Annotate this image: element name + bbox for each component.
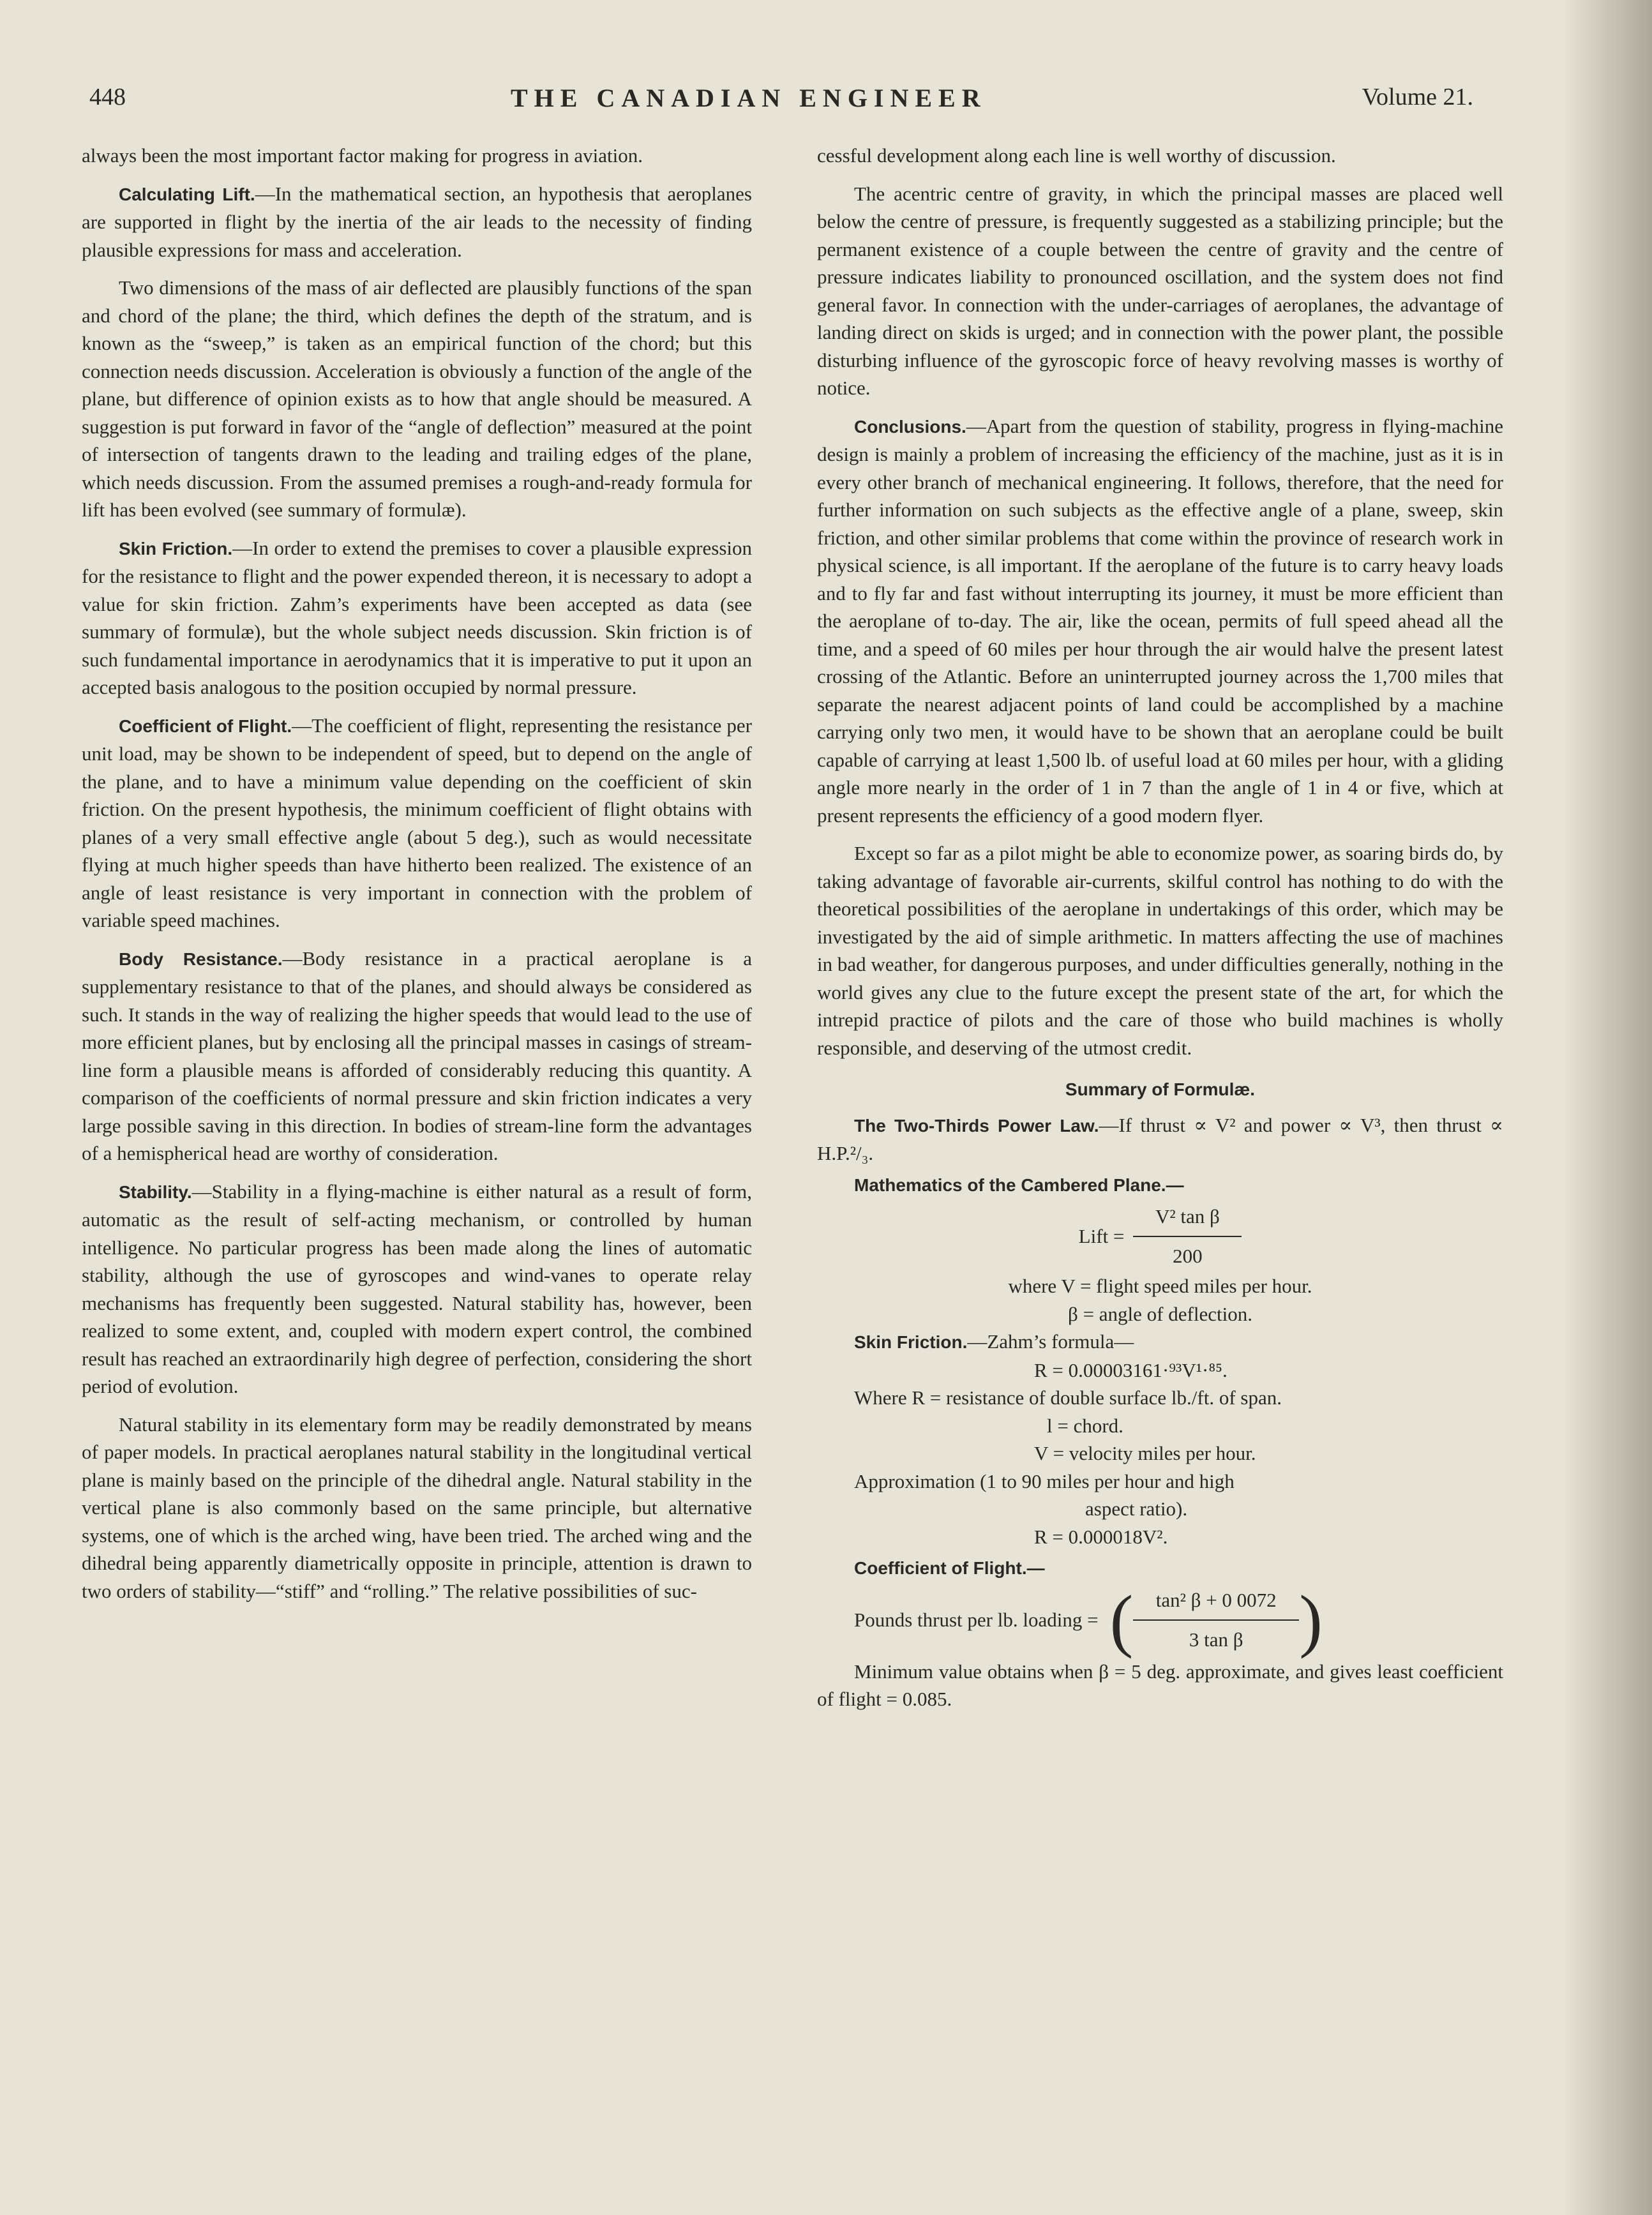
section-text: —Apart from the question of stability, progress in flying-machine design is mainly a problem of increasing the efficiency of the machine, just as it is in every other branch of mechanical engineering. It follows, therefore, that the need for further information on such subjects as the effective angle of a plane, sweep, skin friction, and other similar problems that come within the province of research work in physical science, is all important. If the aeroplane of the future is to carry heavy loads and to fly far and fast without interrupting its journey, it must be more efficient than the aeroplane of to-day. The air, like the ocean, permits of full speed ahead all the time, and a speed of 60 miles per hour through the air would halve the present latest crossing of the Atlantic. Before an uninterrupted journey across the 1,700 miles that separate the nearest adjacent points of land could be accomplished by a machine carrying only two men, it would have to be shown that an aeroplane could be built capable of carrying at least 1,500 lb. of useful load at 60 miles per hour, with a gliding angle more nearly in the order of 1 in 7 than the angle of 1 in 4 or five, which at present represents the efficiency of a good modern flyer. bbox=[817, 414, 1503, 827]
where-l: l = chord. bbox=[1047, 1414, 1123, 1437]
section-text: —In the mathematical section, an hypothesis that aeroplanes are supported in flight by the inertia of the air leads to the necessity of finding plausible expressions for mass and acceleration. bbox=[82, 182, 752, 261]
formula-heading: Coefficient of Flight.— bbox=[854, 1558, 1045, 1578]
paragraph-calculating-lift bbox=[82, 180, 752, 264]
fraction-bar bbox=[1133, 1236, 1242, 1237]
zahm-formula: R = 0.00003161·⁹³V¹·⁸⁵. bbox=[1034, 1358, 1228, 1381]
lift-lhs: Lift = bbox=[1078, 1224, 1125, 1247]
section-heading: Skin Friction. bbox=[119, 538, 233, 559]
approximation: Approximation (1 to 90 miles per hour and high bbox=[854, 1469, 1235, 1492]
coefficient-fraction bbox=[1133, 1586, 1299, 1653]
right-paren: ) bbox=[1299, 1581, 1323, 1659]
summary-title: Summary of Formulæ. bbox=[1065, 1079, 1256, 1099]
pounds-thrust-label: Pounds thrust per lb. loading = bbox=[854, 1608, 1099, 1631]
section-heading: Calculating Lift. bbox=[119, 184, 255, 204]
minimum-value: Minimum value obtains when β = 5 deg. approximate, and gives least coefficient of flight = 0.085. bbox=[817, 1660, 1503, 1710]
right-column bbox=[817, 142, 1503, 1713]
formula-text: —If thrust ∝ V² and power ∝ V³, then thrust ∝ H.P.²/₃. bbox=[817, 1113, 1503, 1164]
two-thirds-power-law bbox=[817, 1111, 1503, 1168]
paragraph: cessful development along each line is well worthy of discussion. bbox=[817, 144, 1336, 167]
page-number: 448 bbox=[89, 84, 126, 110]
skin-friction-formula-heading bbox=[817, 1328, 1503, 1356]
paragraph: The acentric centre of gravity, in which the principal masses are placed well below the centre of pressure, is frequently suggested as a stabilizing principle; but the permanent existence of a couple between the centre of gravity and the centre of pressure indicates liability to pronounced oscillation, and the system does not find general favor. In connection with the under-carriages of aeroplanes, the advantage of landing direct on skids is urged; and in connection with the power plant, the possible disturbing influence of the gyroscopic force of heavy revolving masses is worthy of notice. bbox=[817, 182, 1503, 399]
left-column bbox=[82, 142, 752, 1615]
where-velocity: V = velocity miles per hour. bbox=[1034, 1442, 1256, 1464]
approximation-formula: R = 0.000018V². bbox=[1034, 1525, 1168, 1548]
where-beta: β = angle of deflection. bbox=[1068, 1302, 1252, 1325]
fraction-bar bbox=[1133, 1619, 1299, 1621]
lift-numerator: V² tan β bbox=[1155, 1205, 1220, 1228]
page-edge-shadow bbox=[1563, 0, 1652, 2215]
where-v: where V = flight speed miles per hour. bbox=[1008, 1275, 1312, 1297]
approximation-cont: aspect ratio). bbox=[1085, 1498, 1188, 1520]
coefficient-numerator: tan² β + 0 0072 bbox=[1155, 1589, 1277, 1611]
lift-fraction bbox=[1133, 1203, 1242, 1270]
page-header bbox=[0, 83, 1652, 121]
section-text: —In order to extend the premises to cover a plausible expression for the resistance to flight and the power expended thereon, it is necessary to adopt a value for skin friction. Zahm’s experiments have been accepted as data (see summary of formulæ), but the whole subject needs discussion. Skin friction is of such fundamental importance in aerodynamics that it is imperative to put it upon an accepted basis analogous to the position occupied by normal pressure. bbox=[82, 536, 752, 698]
section-text: —Stability in a flying-machine is either natural as a result of form, automatic as the result of self-acting mechanism, or controlled by human intelligence. No particular progress has been made along the lines of automatic stability, although the use of gyroscopes and wind-vanes to operate relay mechanisms has frequently been suggested. Natural stability has, however, been realized to some extent, and, coupled with modern expert control, the combined result has reached an extraordinarily high degree of perfection, considering the short period of evolution. bbox=[82, 1180, 752, 1397]
section-heading: Conclusions. bbox=[854, 416, 966, 437]
section-heading: Coefficient of Flight. bbox=[119, 716, 292, 736]
left-paren: ( bbox=[1109, 1581, 1134, 1659]
coefficient-formula bbox=[817, 1581, 1503, 1659]
summary-of-formulae bbox=[817, 1076, 1503, 1713]
section-heading: Stability. bbox=[119, 1182, 192, 1202]
paragraph: always been the most important factor making for progress in aviation. bbox=[82, 144, 643, 167]
paragraph-skin-friction bbox=[82, 534, 752, 702]
formula-heading: The Two-Thirds Power Law. bbox=[854, 1115, 1099, 1136]
formula-heading: Skin Friction. bbox=[854, 1332, 968, 1352]
coefficient-denominator: 3 tan β bbox=[1189, 1628, 1243, 1651]
where-r: Where R = resistance of double surface lb./ft. of span. bbox=[854, 1386, 1282, 1409]
volume-label: Volume 21. bbox=[1362, 84, 1473, 110]
section-text: —Body resistance in a practical aeroplane is a supplementary resistance to that of the planes, and should always be considered as such. It stands in the way of realizing the higher speeds that would lead to the use of more efficient planes, but by enclosing all the principal masses in casings of stream-line form a plausible means is afforded of considerably reducing this quantity. A comparison of the coefficients of normal pressure and skin friction indicates a very large possible saving in this direction. In bodies of stream-line form the advantages of a hemispherical head are worthy of consideration. bbox=[82, 947, 753, 1164]
paragraph-body-resistance bbox=[82, 945, 752, 1168]
section-text: —The coefficient of flight, representing the resistance per unit load, may be shown to be independent of speed, but to depend on the angle of the plane, and to have a minimum value depending on the coefficient of skin friction. On the present hypothesis, the minimum coefficient of flight obtains with planes of a very small effective angle (about 5 deg.), such as would necessitate flying at much higher speeds than have hitherto been realized. The existence of an angle of least resistance is very important in connection with the problem of variable speed machines. bbox=[82, 714, 752, 931]
paragraph-coefficient-of-flight bbox=[82, 712, 752, 935]
paragraph: Natural stability in its elementary form may be readily demonstrated by means of paper models. In practical aeroplanes natural stability in the longitudinal vertical plane is mainly based on the principle of the dihedral angle. Natural stability in the vertical plane is also commonly based on the same principle, but alternative systems, one of which is the arched wing, have been tried. The arched wing and the dihedral being apparently diametrically opposite in principle, attention is drawn to two orders of stability—“stiff” and “rolling.” The relative possibilities of suc- bbox=[82, 1413, 752, 1602]
paragraph: Except so far as a pilot might be able to economize power, as soaring birds do, by taking advantage of favorable air-currents, skilful control has nothing to do with the theoretical possibilities of the aeroplane in undertakings of this order, which may be investigated by the aid of simple arithmetic. In matters affecting the use of machines in bad weather, for dangerous purposes, and under difficulties generally, nothing in the world gives any clue to the future except the present state of the art, for which the intrepid practice of pilots and the care of those who build machines is wholly responsible, and deserving of the utmost credit. bbox=[817, 842, 1503, 1059]
paragraph-stability bbox=[82, 1178, 752, 1400]
lift-denominator: 200 bbox=[1173, 1244, 1203, 1267]
journal-title: THE CANADIAN ENGINEER bbox=[511, 84, 987, 112]
paragraph-conclusions bbox=[817, 412, 1503, 830]
formula-text: —Zahm’s formula— bbox=[967, 1330, 1134, 1353]
paragraph: Two dimensions of the mass of air deflected are plausibly functions of the span and chord of the plane; the third, which defines the depth of the stratum, and is known as the “sweep,” is taken as an empirical function of the chord; but this connection needs discussion. Acceleration is obviously a function of the angle of the plane, but difference of opinion exists as to how that angle should be measured. A suggestion is put forward in favor of the “angle of deflection” measured at the point of intersection of tangents drawn to the leading and trailing edges of the plane, which needs discussion. From the assumed premises a rough-and-ready formula for lift has been evolved (see summary of formulæ). bbox=[82, 276, 752, 521]
formula-heading: Mathematics of the Cambered Plane.— bbox=[854, 1175, 1184, 1195]
lift-formula bbox=[817, 1203, 1503, 1270]
section-heading: Body Resistance. bbox=[119, 949, 283, 969]
